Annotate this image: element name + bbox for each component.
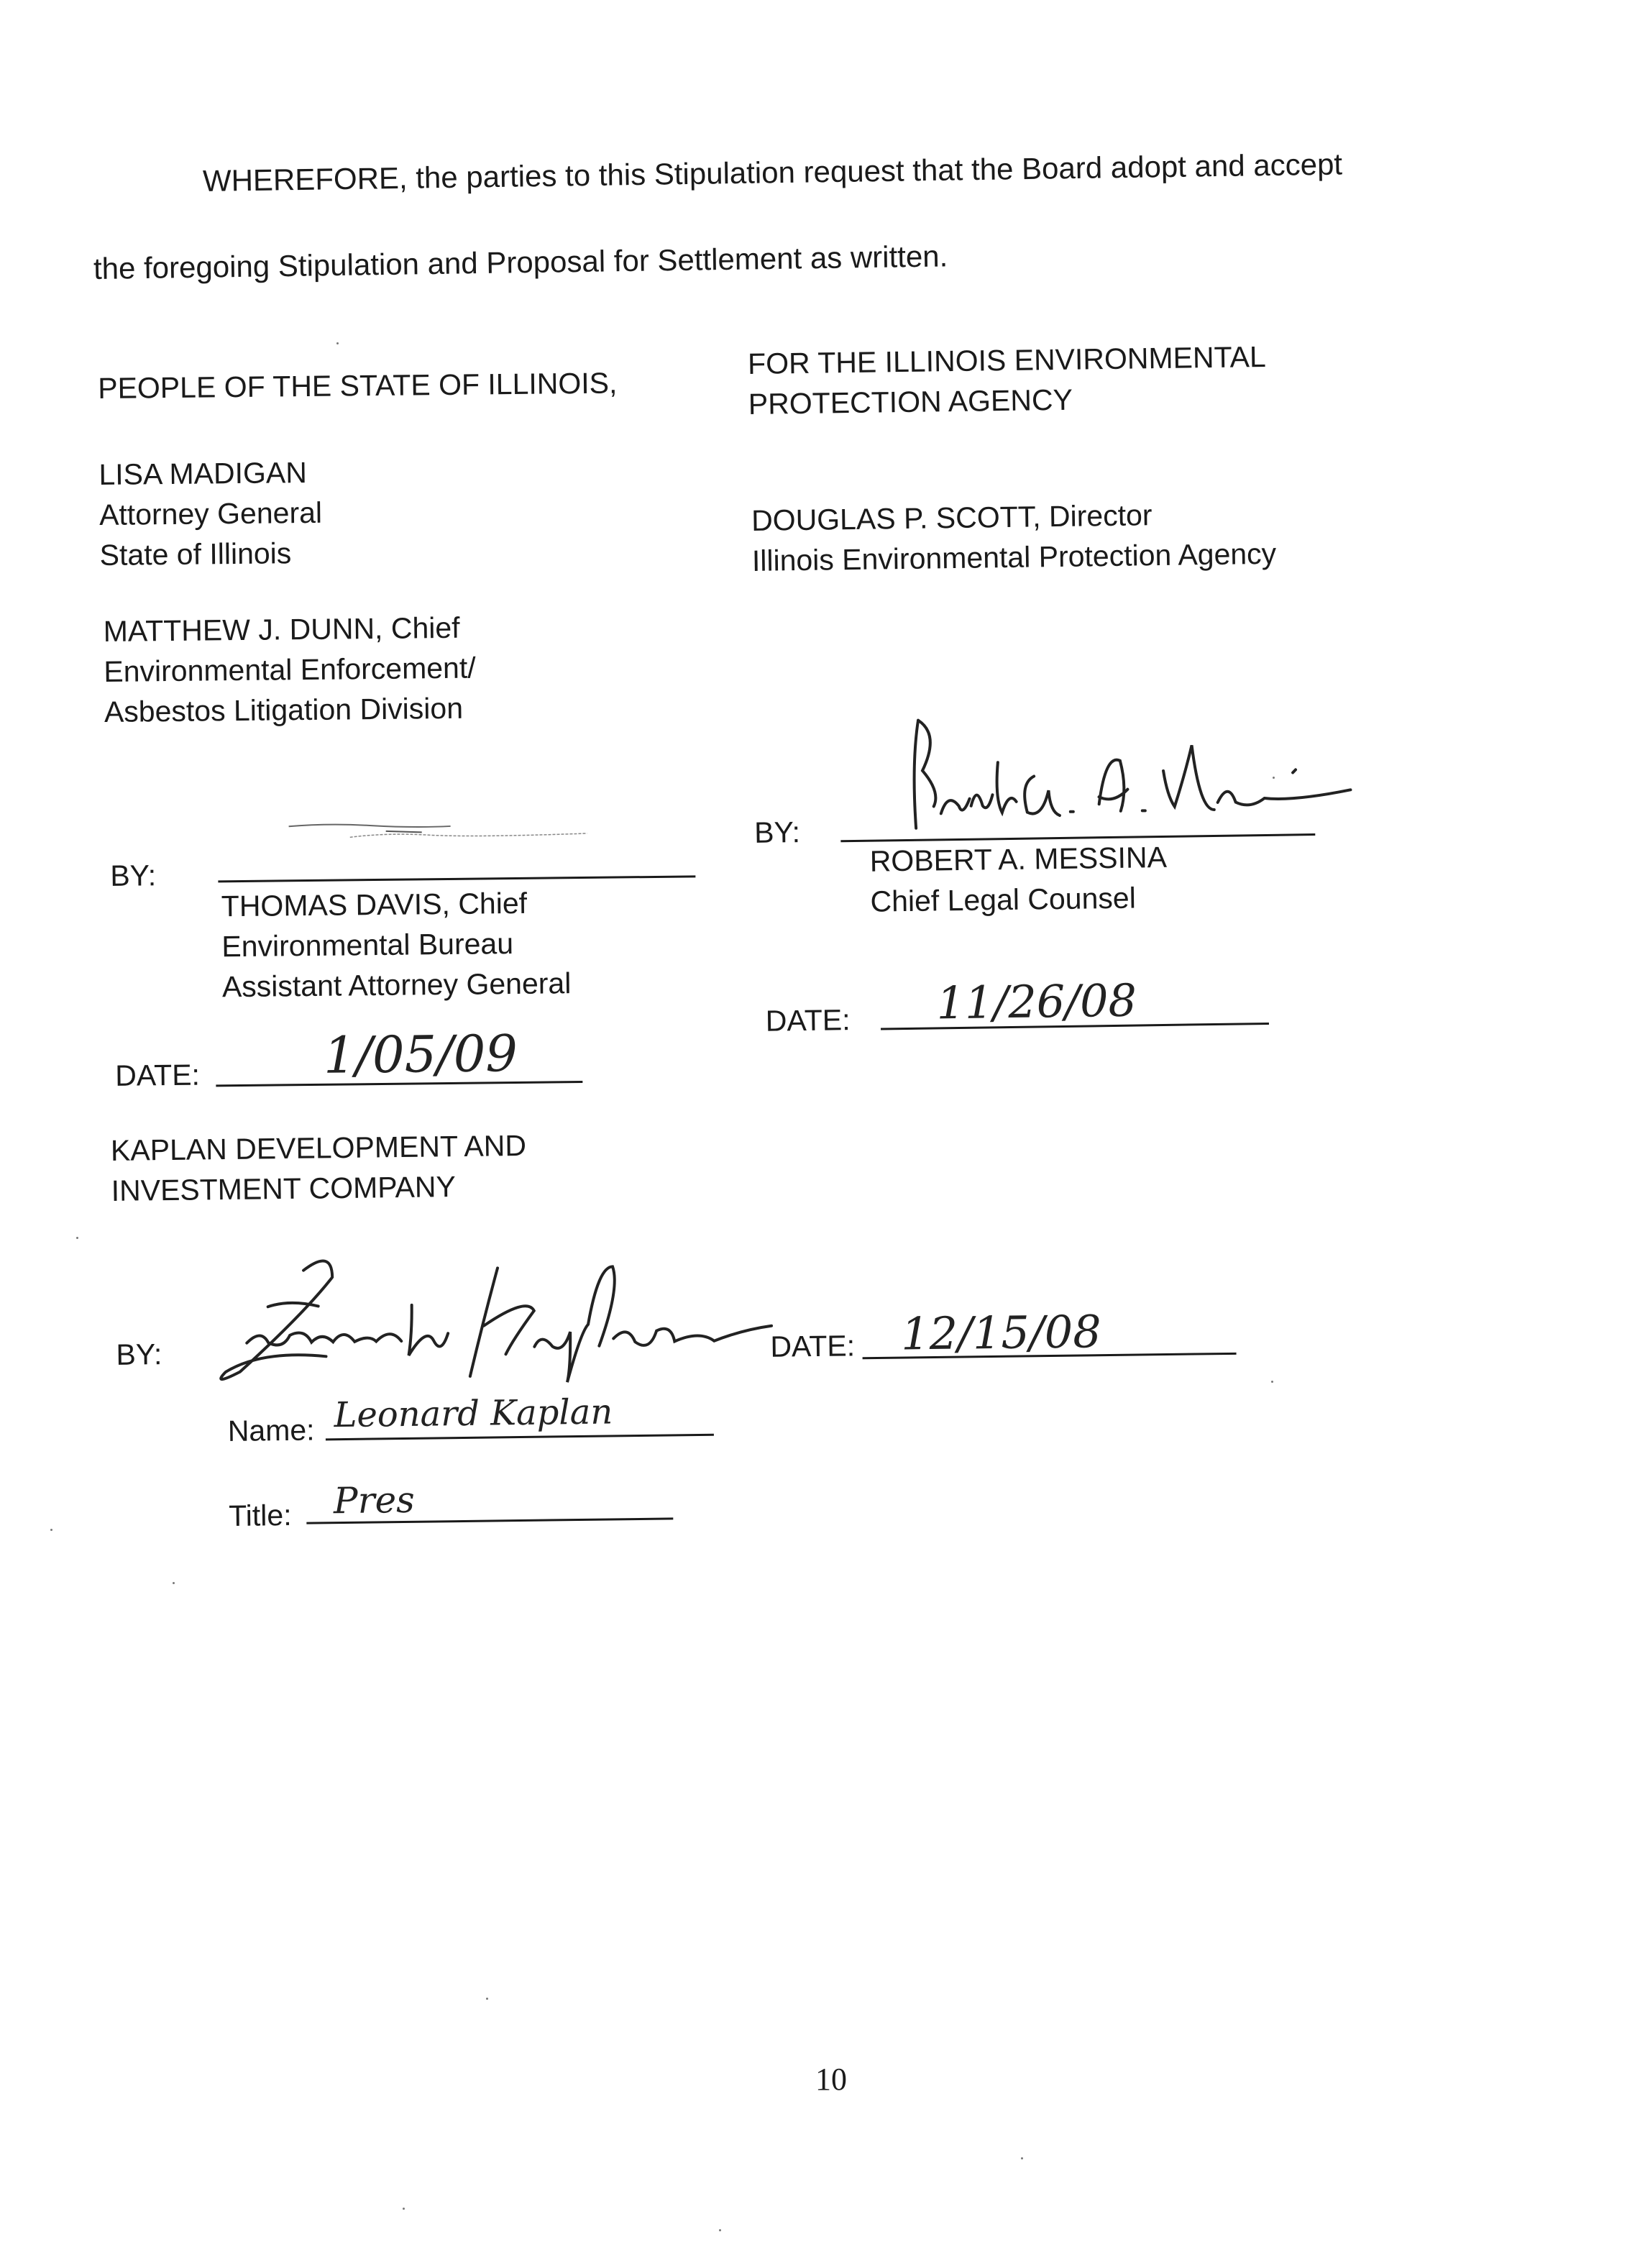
name-value: Leonard Kaplan [334, 1391, 613, 1436]
respondent-date-label: DATE: [770, 1329, 856, 1363]
chief-line-2: Environmental Enforcement/ [104, 651, 476, 688]
scan-speck [336, 342, 339, 344]
name-label: Name: [227, 1413, 315, 1448]
scan-speck [1273, 777, 1275, 779]
respondent-heading-line-1: KAPLAN DEVELOPMENT AND [110, 1128, 527, 1167]
scan-speck [173, 1582, 175, 1584]
right-heading-line-1: FOR THE ILLINOIS ENVIRONMENTAL [747, 339, 1267, 380]
respondent-heading-line-2: INVESTMENT COMPANY [111, 1170, 457, 1207]
ag-title: Attorney General [98, 495, 323, 532]
scan-speck [486, 1998, 488, 2000]
page-number: 10 [815, 2062, 847, 2097]
scan-speck [1021, 2157, 1023, 2159]
chief-line-3: Asbestos Litigation Division [104, 691, 464, 728]
left-signer-line-3: Assistant Attorney General [221, 966, 572, 1004]
left-signer-name: THOMAS DAVIS, Chief [221, 886, 528, 923]
left-date-label: DATE: [114, 1058, 201, 1092]
respondent-by-label: BY: [116, 1338, 162, 1371]
scan-speck [50, 1529, 52, 1531]
scan-speck [403, 2208, 405, 2210]
left-signer-line-2: Environmental Bureau [221, 927, 514, 964]
right-date-label: DATE: [765, 1003, 851, 1038]
ag-name: LISA MADIGAN [98, 456, 308, 492]
scan-speck [1271, 1381, 1273, 1383]
director-agency: Illinois Environmental Protection Agency [751, 536, 1277, 577]
right-signer-title: Chief Legal Counsel [870, 881, 1137, 918]
closing-line-1: WHEREFORE, the parties to this Stipulation request that the Board adopt and accept [202, 147, 1343, 198]
right-signer-name: ROBERT A. MESSINA [869, 840, 1168, 878]
director-name: DOUGLAS P. SCOTT, Director [751, 498, 1153, 537]
right-by-label: BY: [753, 815, 801, 849]
right-heading-line-2: PROTECTION AGENCY [748, 383, 1073, 421]
left-by-label: BY: [110, 859, 157, 892]
scan-speck [719, 2229, 721, 2231]
left-party-heading: PEOPLE OF THE STATE OF ILLINOIS, [97, 366, 618, 406]
kaplan-signature [196, 1243, 787, 1394]
ag-state: State of Illinois [99, 536, 292, 572]
scan-speck [76, 1237, 78, 1239]
chief-name: MATTHEW J. DUNN, Chief [103, 611, 460, 648]
respondent-date-value: 12/15/08 [900, 1305, 1102, 1361]
left-date-value: 1/05/09 [323, 1023, 518, 1085]
title-label: Title: [228, 1498, 292, 1532]
closing-line-2: the foregoing Stipulation and Proposal for Settlement as written. [93, 239, 948, 285]
title-value: Pres [333, 1478, 416, 1522]
right-date-value: 11/26/08 [936, 974, 1137, 1030]
